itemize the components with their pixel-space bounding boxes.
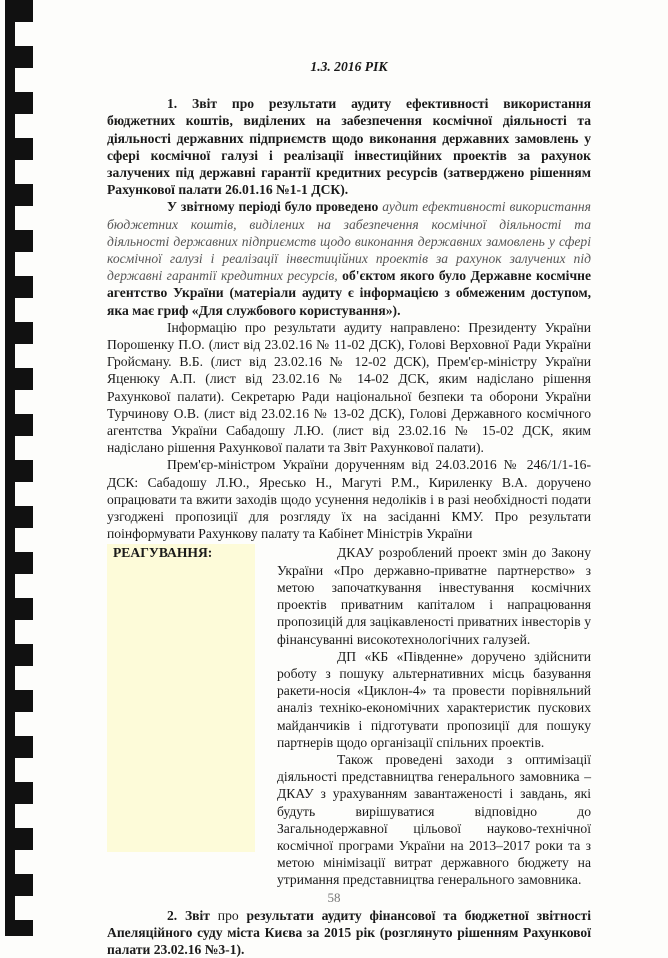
reaction-label: РЕАГУВАННЯ: (107, 544, 255, 852)
spiral-binding (5, 0, 33, 936)
report-1-paragraph-1: У звітному періоді було проведено аудит ефективності використання бюджетних коштів, виділених на забезпечення космічної діяльності та діяльності державних підприємств щодо виконання державних замовлень у сфері космічної галузі і реалізації інвестиційних проектів за рахунок залучених під державні гарантії кредитних ресурсів, об'єктом якого було Державне космічне агентство України (матеріали аудиту є інформацією з обмеженим доступом, яка має гриф «Для службового користування»). (107, 199, 591, 318)
reaction-paragraph: Також проведені заходи з оптимізації діяльності представництва генерального замовника – ДКАУ з урахуванням завантаженості і завдань, які будуть вирішуватися відповідно до Загальнодержавної цільової науково-технічної космічної програми України на 2013–2017 роки та з метою мінімізації витрат державного бюджету на утримання представництва генерального замовника. (277, 751, 591, 888)
reaction-body (277, 544, 591, 888)
section-title: 1.3. 2016 РІК (310, 59, 388, 74)
report-2-heading: 2. Звіт про результати аудиту фінансової та бюджетної звітності Апеляційного суду міста Києва за 2015 рік (розглянуто рішенням Рахункової палати 23.02.16 №3-1). (107, 907, 591, 957)
report-1-paragraph-2: Інформацію про результати аудиту направлено: Президенту України Порошенку П.О. (лист від 23.02.16 № 11-02 ДСК), Голові Верховної Ради України Гройсману. В.Б. (лист від 23.02.16 № 12-02 ДСК), Прем'єр-міністру України Яценюку А.П. (лист від 23.02.16 № 14-02 ДСК, яким надіслано рішення Рахункової палати). Секретарю Ради національної безпеки та оборони України Турчинову О.В. (лист від 23.02.16 № 13-02 ДСК), Голові Державного космічного агентства України Сабадошу Л.Ю. (лист від 23.02.16 № 15-02 ДСК, яким надіслано рішення Рахункової палати та Звіт Рахункової палати). (107, 319, 591, 456)
page-number: 58 (327, 890, 341, 905)
document-page (107, 58, 591, 958)
report-1-heading: 1. Звіт про результати аудиту ефективності використання бюджетних коштів, виділених на забезпечення космічної діяльності та діяльності державних підприємств щодо виконання державних замовлень у сфері космічної галузі і реалізації інвестиційних проектів за рахунок залучених під державні гарантії кредитних ресурсів (затверджено рішенням Рахункової палати 26.01.16 №1-1 ДСК). (107, 96, 591, 198)
reaction-paragraph: ДП «КБ «Південне» доручено здійснити роботу з пошуку альтернативних місць базування ракети-носія «Циклон-4» та провести порівняльний аналіз техніко-економічних характеристик пускових майданчиків і підготувати пропозиції для пошуку партнерів щодо організації спільних проектів. (277, 648, 591, 750)
report-1-paragraph-3: Прем'єр-міністром України дорученням від 24.03.2016 № 246/1/1-16-ДСК: Сабадошу Л.Ю., Яресько Н., Магуті Р.М., Кириленку В.А. доручено опрацювати та вжити заходів щодо усунення недоліків і в разі необхідності подати узгоджені пропозиції для розгляду їх на засіданні КМУ. Про результати поінформувати Рахункову палату та Кабінет Міністрів України (107, 457, 591, 542)
reaction-block (107, 544, 591, 888)
reaction-paragraph: ДКАУ розроблений проект змін до Закону України «Про державно-приватне партнерство» з метою започаткування інвестування космічних проектів приватним капіталом і напрацювання пропозицій для зацікавленості приватних інвесторів у фінансуванні високотехнологічних галузей. (277, 545, 591, 647)
